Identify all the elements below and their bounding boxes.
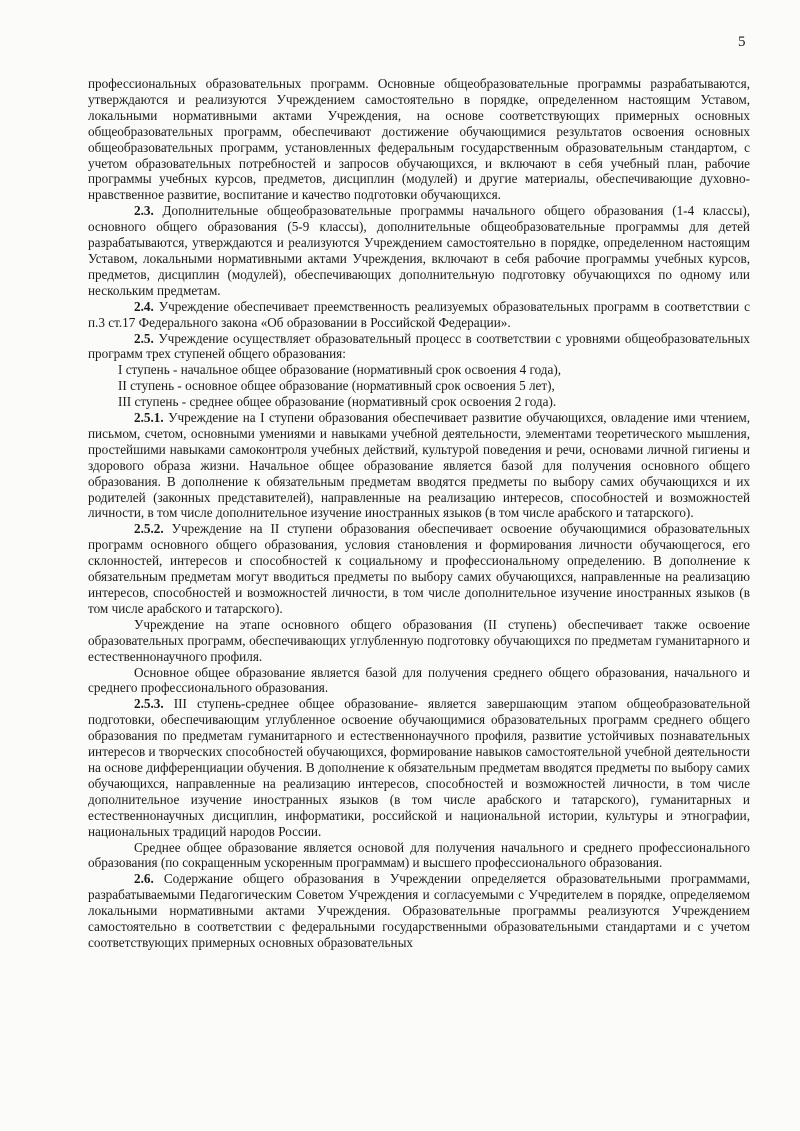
section-number: 2.5.2. (134, 521, 164, 537)
paragraph-2-5-3: 2.5.3. III ступень-среднее общее образование- является завершающим этапом общеобразовательной подготовки, обеспечивающим углубленное освоение обучающимися образовательных программ среднего общего образования по предметам гуманитарного и естественнонаучного профиля, развитие устойчивых познавательных интересов и творческих способностей обучающихся, формирование навыков самостоятельной учебной деятельности на основе дифференциации обучения. В дополнение к обязательным предметам вводятся предметы по выбору самих обучающихся, направленные на реализацию интересов, способностей и возможностей личности, в том числе дополнительное изучение иностранных языков (в том числе арабского и татарского), гуманитарных и естественнонаучных дисциплин, информатики, российской и национальной истории, культуры и этнографии, национальных традиций народов России. (88, 696, 750, 839)
level-item: III ступень - среднее общее образование (нормативный срок освоения 2 года). (118, 394, 557, 410)
paragraph-secondary-base: Среднее общее образование является основой для получения начального и среднего профессионального образования (по сокращенным ускоренным программам) и высшего профессионального образования. (88, 839, 750, 871)
section-number: 2.6. (134, 871, 154, 887)
section-number: 2.5.3. (134, 696, 164, 712)
paragraph-2-4: 2.4. Учреждение обеспечивает преемственность реализуемых образовательных программ в соответствии с п.3 ст.17 Федерального закона «Об образовании в Российской Федерации». (88, 298, 750, 330)
paragraph-2-5-1: 2.5.1. Учреждение на I ступени образования обеспечивает развитие обучающихся, овладение ими чтением, письмом, счетом, основными умениями и навыками учебной деятельности, элементами теоретического мышления, простейшими навыками самоконтроля учебных действий, культурой поведения и речи, основами личной гигиены и здорового образа жизни. Начальное общее образование является базой для получения основного общего образования. В дополнение к обязательным предметам вводятся предметы по выбору самих обучающихся и их родителей (законных представителей), направленные на реализацию интересов, способностей и возможностей личности, в том числе дополнительное изучение иностранных языков (в том числе арабского и татарского). (88, 410, 750, 521)
level-item: I ступень - начальное общее образование (нормативный срок освоения 4 года), (118, 362, 562, 378)
section-number: 2.5.1. (134, 410, 164, 426)
paragraph-basic-stage: Учреждение на этапе основного общего образования (II ступень) обеспечивает также освоение образовательных программ, обеспечивающих углубленную подготовку обучающихся по предметам гуманитарного и естественнонаучного профиля. (88, 616, 750, 664)
paragraph-continuation: профессиональных образовательных программ. Основные общеобразовательные программы разрабатываются, утверждаются и реализуются Учреждением самостоятельно в порядке, определенном настоящим Уставом, локальными нормативными актами Учреждения, на основе соответствующих примерных основных общеобразовательных программ, обеспечивают достижение обучающимися результатов освоения основных общеобразовательных программ, установленных федеральным государственным образовательным стандартом, с учетом образовательных потребностей и запросов обучающихся, и включают в себя учебный план, рабочие программы учебных курсов, предметов, дисциплин (модулей) и другие материалы, обеспечивающие духовно-нравственное развитие, воспитание и качество подготовки обучающихся. (88, 76, 750, 203)
paragraph-2-3: 2.3. Дополнительные общеобразовательные программы начального общего образования (1-4 классы), основного общего образования (5-9 классы), дополнительные общеобразовательные программы для детей разрабатываются, утверждаются и реализуются Учреждением самостоятельно в порядке, определенном настоящим Уставом, локальными нормативными актами Учреждения, включают в себя рабочие программы учебных курсов, предметов, дисциплин (модулей), обеспечивающих дополнительную подготовку обучающихся по одному или нескольким предметам. (88, 203, 751, 298)
level-item: II ступень - основное общее образование (нормативный срок освоения 5 лет), (118, 378, 555, 394)
section-number: 2.4. (134, 298, 154, 314)
paragraph-basic-base: Основное общее образование является базой для получения среднего общего образования, начального и среднего профессионального образования. (88, 664, 750, 696)
section-number: 2.3. (134, 203, 154, 219)
paragraph-2-6: 2.6. Содержание общего образования в Учреждении определяется образовательными программами, разрабатываемыми Педагогическим Советом Учреждения и согласуемыми с Учредителем в порядке, определяемом локальными нормативными актами Учреждения. Образовательные программы реализуются Учреждением самостоятельно в соответствии с федеральными государственными образовательными стандартами и с учетом соответствующих примерных основных образовательных (88, 871, 751, 950)
document-body (88, 76, 750, 951)
paragraph-2-5: 2.5. Учреждение осуществляет образовательный процесс в соответствии с уровнями общеобразовательных программ трех ступеней общего образования: (88, 330, 750, 362)
section-number: 2.5. (134, 330, 154, 346)
page-number: 5 (738, 34, 746, 50)
paragraph-2-5-2: 2.5.2. Учреждение на II ступени образования обеспечивает освоение обучающимися образовательных программ основного общего образования, условия становления и формирования личности обучающегося, его склонностей, интересов и способностей к социальному и профессиональному определению. В дополнение к обязательным предметам могут вводиться предметы по выбору самих обучающихся, направленные на реализацию интересов, способностей и возможностей личности, в том числе дополнительное изучение иностранных языков (в том числе арабского и татарского). (88, 521, 751, 616)
